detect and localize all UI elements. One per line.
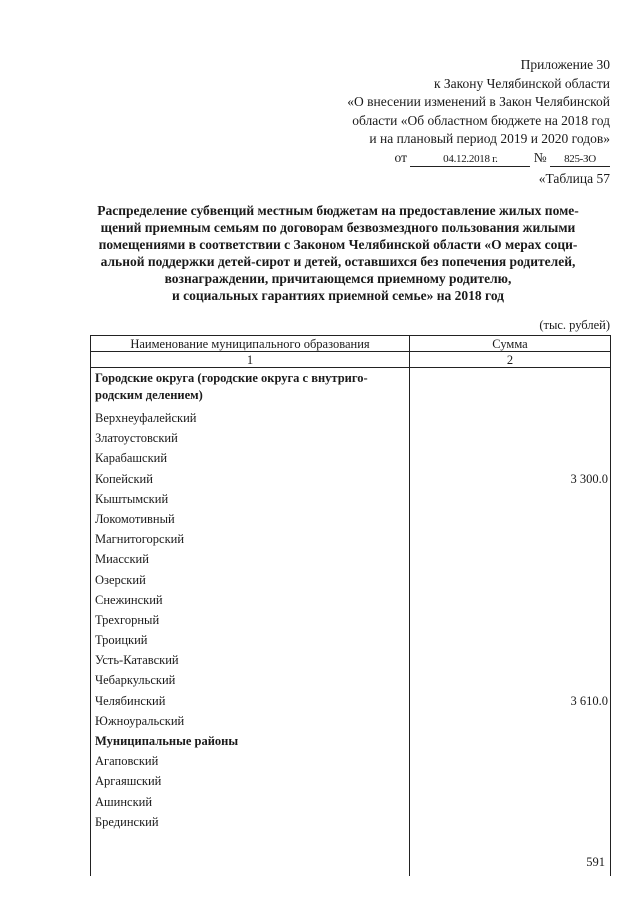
- law-date: 04.12.2018 г.: [410, 152, 530, 167]
- units-label: (тыс. рублей): [539, 318, 610, 332]
- row-name: Кыштымский: [95, 491, 169, 506]
- title-line: и социальных гарантиях приемной семье» на 2018 год: [171, 288, 505, 303]
- title-line: альной поддержки детей-сирот и детей, оставшихся без попечения родителей,: [100, 254, 576, 269]
- appendix-date-number-line: [190, 149, 610, 168]
- column-header-amount: Сумма: [492, 337, 528, 351]
- row-name: Снежинский: [95, 592, 163, 607]
- appendix-header: [190, 56, 610, 167]
- table-row: [91, 792, 610, 812]
- table-row: [91, 469, 610, 489]
- title-line: щений приемным семьям по договорам безвозмездного пользования жилыми: [100, 220, 576, 235]
- row-amount: 3 610.0: [570, 693, 608, 708]
- group-municipal-districts: [91, 731, 610, 751]
- table-row: [91, 691, 610, 711]
- column-number-1: 1: [246, 353, 254, 367]
- row-name: Златоустовский: [95, 431, 178, 446]
- table-row: [91, 751, 610, 771]
- appendix-law-line: к Закону Челябинской области: [433, 75, 610, 91]
- title-line: вознаграждении, причитающемся приемному родителю,: [164, 271, 512, 286]
- table-row: [91, 771, 610, 791]
- law-number: 825-ЗО: [550, 152, 610, 167]
- row-name: Челябинский: [95, 693, 166, 708]
- row-name: Южноуральский: [95, 713, 185, 728]
- row-name: Ашинский: [95, 794, 153, 809]
- table-row: [91, 610, 610, 630]
- group-urban-districts-line-1: Городские округа (городские округа с внутриго-: [95, 371, 368, 385]
- table-row: [91, 408, 610, 428]
- table-row: [91, 570, 610, 590]
- row-name: Магнитогорский: [95, 532, 185, 547]
- row-name: Копейский: [95, 471, 153, 486]
- group-urban-districts: [91, 368, 610, 408]
- from-label: от: [394, 149, 407, 165]
- page-number: 591: [586, 855, 605, 869]
- table-row: [91, 812, 610, 832]
- table-row: [91, 711, 610, 731]
- row-name: Чебаркульский: [95, 673, 176, 688]
- title-line: Распределение субвенций местным бюджетам на предоставление жилых поме-: [97, 203, 579, 218]
- table-row: [91, 428, 610, 448]
- row-name: Карабашский: [95, 451, 168, 466]
- table-body: [91, 368, 610, 832]
- row-name: Брединский: [95, 814, 159, 829]
- appendix-title: Приложение 30: [520, 57, 610, 72]
- row-amount: 3 300.0: [570, 471, 608, 486]
- table-row: [91, 630, 610, 650]
- table-row: [91, 590, 610, 610]
- title-line: помещениями в соответствии с Законом Челябинской области «О мерах соци-: [98, 237, 578, 252]
- number-label: №: [533, 149, 547, 165]
- group-urban-districts-line-2: родским делением): [95, 388, 203, 402]
- group-municipal-districts-label: Муниципальные районы: [95, 734, 239, 748]
- subsidy-table: [90, 335, 611, 876]
- table-row: [91, 670, 610, 690]
- table-row: [91, 549, 610, 569]
- appendix-law-name-2: области «Об областном бюджете на 2018 год: [352, 112, 610, 128]
- row-name: Озерский: [95, 572, 146, 587]
- row-name: Миасский: [95, 552, 149, 567]
- column-number-2: 2: [506, 353, 514, 367]
- document-title: [78, 202, 598, 304]
- row-name: Троицкий: [95, 633, 148, 648]
- row-name: Аргаяшский: [95, 774, 162, 789]
- row-name: Трехгорный: [95, 612, 160, 627]
- row-name: Верхнеуфалейский: [95, 411, 197, 425]
- table-row: [91, 448, 610, 468]
- table-row: [91, 489, 610, 509]
- table-row: [91, 529, 610, 549]
- row-name: Локомотивный: [95, 511, 175, 526]
- appendix-law-name-3: и на плановый период 2019 и 2020 годов»: [369, 131, 610, 146]
- column-header-name: Наименование муниципального образования: [130, 337, 370, 351]
- table-row: [91, 509, 610, 529]
- row-name: Усть-Катавский: [95, 653, 179, 668]
- table-row: [91, 650, 610, 670]
- row-name: Агаповский: [95, 754, 159, 769]
- table-label: «Таблица 57: [538, 171, 610, 186]
- appendix-law-name-1: «О внесении изменений в Закон Челябинской: [347, 94, 610, 109]
